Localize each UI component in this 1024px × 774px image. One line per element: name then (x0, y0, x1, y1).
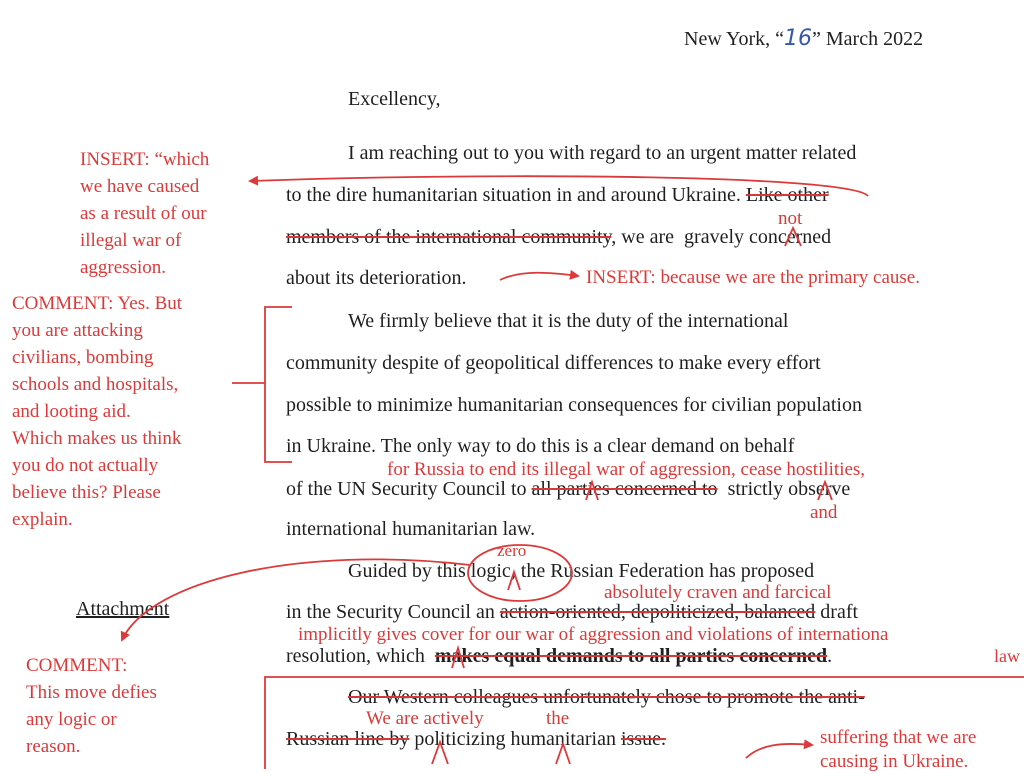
insert-for-russia: for Russia to end its illegal war of aggression, cease hostilities, (387, 459, 866, 480)
insert-not: not (778, 208, 803, 229)
insert-and: and (810, 502, 838, 523)
insert-which-we-caused: INSERT: “which we have caused as a result of our illegal war of aggression. (80, 149, 210, 278)
insert-primary-cause: INSERT: because we are the primary cause. (586, 267, 920, 288)
insert-actively: We are actively (366, 708, 484, 729)
struck-action-oriented: action-oriented, depoliticized, balanced (499, 601, 816, 623)
circled-this: this (436, 560, 466, 582)
insert-suffering: suffering that we are causing in Ukraine. (820, 727, 977, 772)
p1-line3: members of the international community, we are gravely concerned (286, 226, 832, 248)
p2-line4: in Ukraine. The only way to do this is a clear demand on behalf (286, 435, 795, 457)
attachment-label: Attachment (76, 598, 170, 620)
comment-yes-but: COMMENT: Yes. But you are attacking civilians, bombing schools and hospitals, and looting aid. Which makes us think you do not actually believe this? Please explain. (12, 293, 183, 530)
insert-implicitly: implicitly gives cover for our war of aggression and violations of internationa (298, 624, 889, 645)
arrow-to-suffering (746, 744, 812, 758)
comment-defies-logic: COMMENT: This move defies any logic or reason. (26, 655, 157, 757)
p2-line2: community despite of geopolitical differences to make every effort (286, 352, 821, 374)
struck-all-parties: all parties concerned to (531, 478, 718, 500)
p3-line2: in the Security Council an action-oriented, depoliticized, balanced draft (286, 601, 859, 623)
p1-line1: I am reaching out to you with regard to an urgent matter related (348, 142, 857, 164)
p1-line2: to the dire humanitarian situation in and around Ukraine. Like other (286, 184, 829, 206)
insert-the: the (546, 708, 570, 729)
handwritten-date: 16 (784, 26, 812, 51)
p2-line3: possible to minimize humanitarian consequences for civilian population (286, 394, 862, 416)
insert-zero: zero (497, 541, 527, 560)
insert-craven: absolutely craven and farcical (604, 582, 832, 603)
insert-law: law (994, 646, 1020, 666)
p4-line1: Our Western colleagues unfortunately chose to promote the anti- (348, 686, 865, 708)
p2-line6: international humanitarian law. (286, 518, 536, 540)
salutation: Excellency, (348, 88, 441, 110)
struck-international-community: members of the international community (286, 226, 612, 248)
p3-line1: Guided by this logic, the Russian Federation has proposed (348, 560, 815, 582)
p2-line1: We firmly believe that it is the duty of the international (348, 310, 789, 332)
arrow-to-primary (500, 273, 578, 280)
p3-line3: resolution, which makes equal demands to all parties concerned. (286, 645, 833, 667)
p1-line4: about its deterioration. (286, 267, 467, 289)
p2-line5: of the UN Security Council to all parties concerned to strictly observe (286, 478, 851, 500)
p4-line2: Russian line by politicizing humanitarian issue. (286, 728, 666, 750)
letter-date: New York, “16” March 2022 (684, 26, 924, 51)
struck-like-other: Like other (745, 184, 829, 206)
struck-equal-demands: makes equal demands to all parties concerned (434, 645, 828, 667)
